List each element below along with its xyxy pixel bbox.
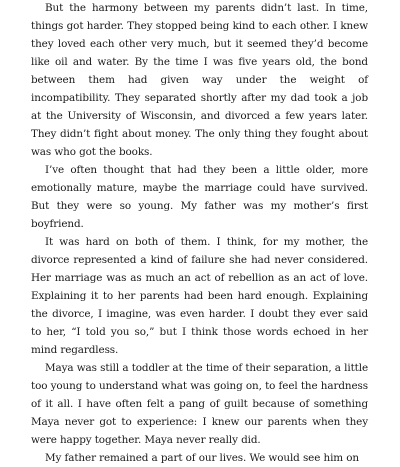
paragraph-2: I’ve often thought that had they been a little older, more emotionally mature, maybe the marriage could have survived. But they were so young. My father was my mother’s first boyfriend. xyxy=(31,164,368,230)
body-text xyxy=(31,0,368,467)
paragraph-3: It was hard on both of them. I think, for my mother, the divorce represented a kind of failure she had never considered. Her marriage was as much an act of rebellion as an act of love. Explaining it to her parents had been hard enough. Explaining the divorce, I imagine, was even harder. I doubt they ever said to her, “I told you so,” but I think those words echoed in her mind regardless. xyxy=(31,236,368,356)
paragraph-4: Maya was still a toddler at the time of their separation, a little too young to understand what was going on, to feel the hardness of it all. I have often felt a pang of guilt because of something Maya never got to experience: I knew our parents when they were happy together. Maya never really did. xyxy=(31,362,368,446)
paragraph-5: My father remained a part of our lives. We would see him on xyxy=(45,452,359,464)
paragraph-1: But the harmony between my parents didn’t last. In time, things got harder. They stopped being kind to each other. I knew they loved each other very much, but it seemed they’d become like oil and water. By the time I was five years old, the bond between them had given way under the weight of incompatibility. They separated shortly after my dad took a job at the University of Wisconsin, and divorced a few years later. They didn’t fight about money. The only thing they fought about was who got the books. xyxy=(31,2,368,158)
